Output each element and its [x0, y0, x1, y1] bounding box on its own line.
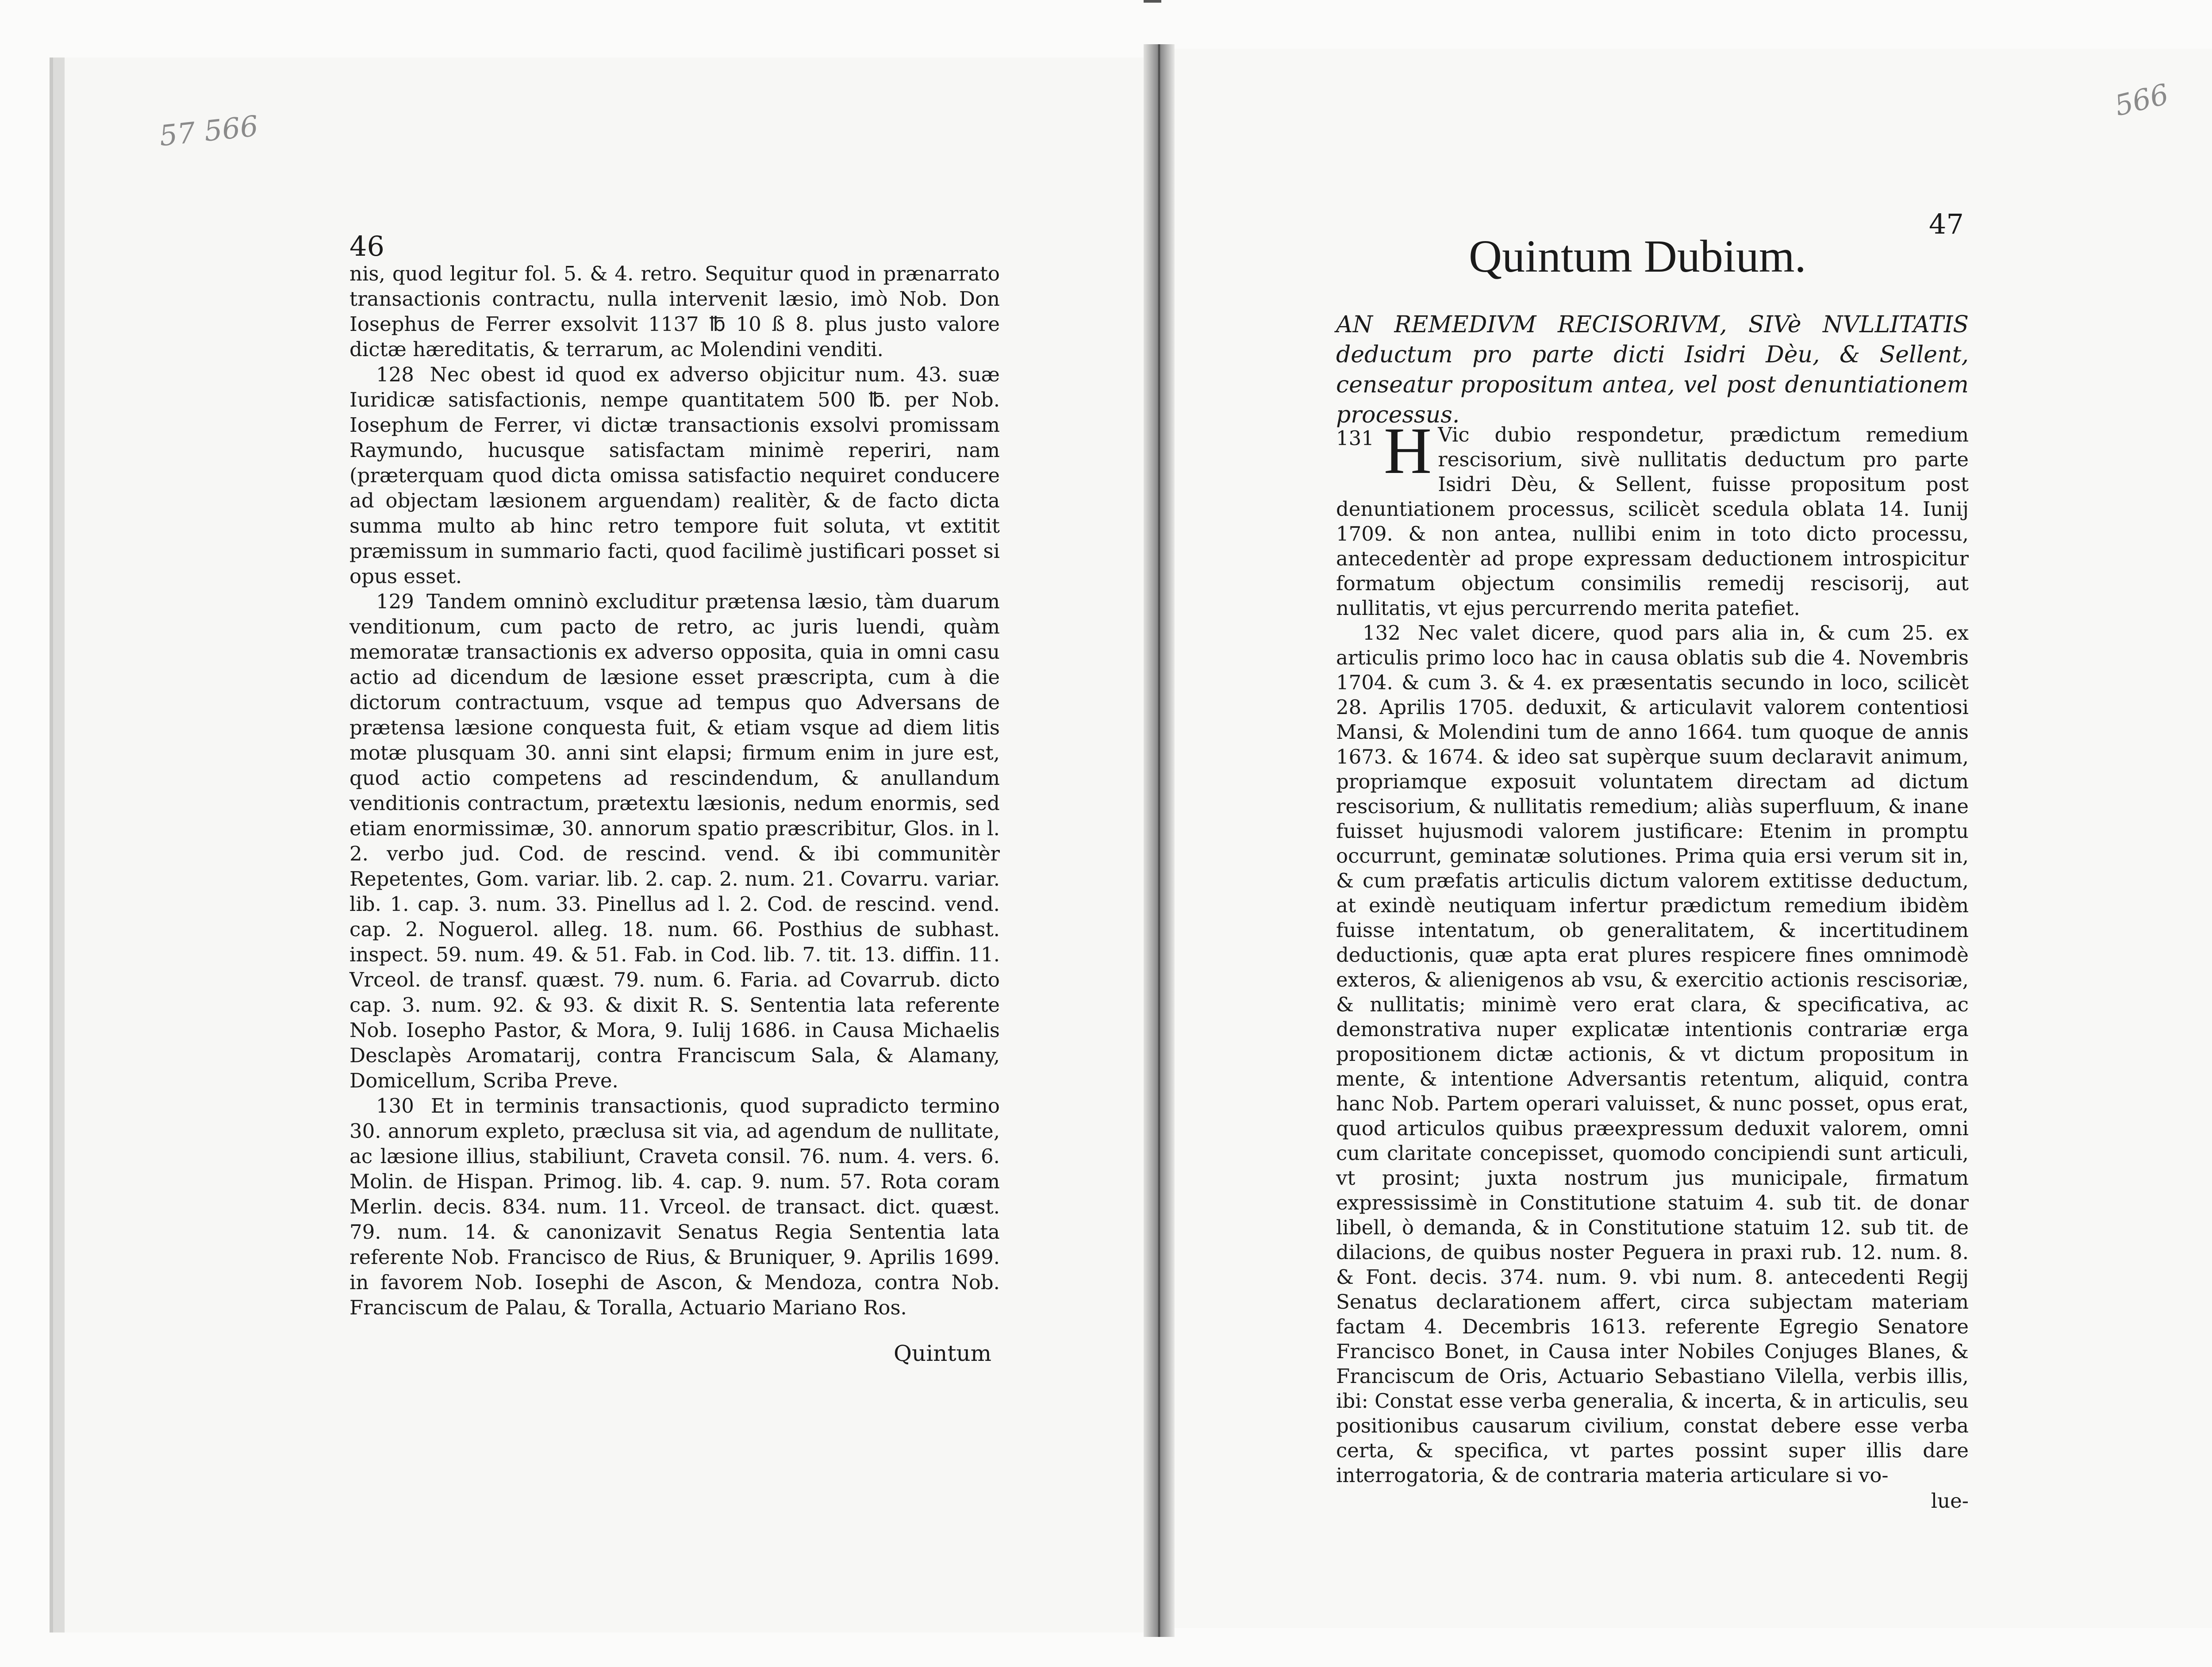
section-question: AN REMEDIVM RECISORIVM, SIVè NVLLITATIS deductum pro parte dicti Isidri Dèu, & Sellent, censeatur propositum antea, vel post denuntiationem processus. — [1336, 311, 1969, 428]
paragraph-number: 132 — [1363, 621, 1401, 645]
page-number-left: 46 — [349, 230, 384, 262]
paragraph-number: 128 — [376, 363, 414, 386]
drop-cap: H — [1383, 414, 1432, 488]
paragraph-131 — [1336, 414, 1969, 621]
paragraph-text: Vic dubio respondetur, prædictum remedium rescisorium, sivè nullitatis deductum pro parte Isidri Dèu, & Sellent, fuisse propositum post denuntiationem processus, scilicèt scedula oblata 14. Iunij 1709. & non antea, nullibi enim in toto dicto processu, antecedentèr ad prope expressam deductionem introspicitur formatum objectum consimilis remedij rescisorij, aut nullitatis, vt ejus percurrendo merita patefiet. — [1336, 423, 1969, 620]
paragraph-number: 129 — [376, 590, 414, 613]
section-title: Quintum Dubium. — [1469, 231, 1806, 282]
paragraph-continued — [349, 261, 1000, 362]
paragraph-number: 131 — [1336, 426, 1374, 450]
book-gutter — [1144, 44, 1175, 1637]
page-number-right: 47 — [1929, 208, 1964, 240]
paragraph-132 — [1336, 621, 1969, 1488]
paragraph-number: 130 — [376, 1094, 414, 1118]
paragraph-text: Tandem omninò excluditur prætensa læsio, tàm duarum venditionum, cum pacto de retro, ac juris luendi, quàm memoratæ transactionis ex adverso opposita, quia in omni casu actio ad dicendum de læsione esset præscripta, cum à die dictorum contractuum, vsque ad tempus quo Adversans de prætensa læsione conquesta fuit, & etiam vsque ad diem litis motæ plusquam 30. anni sint elapsi; firmum enim in jure est, quod actio competens ad rescindendum, & anullandum venditionis contractum, prætextu læsionis, nedum enormis, sed etiam enormissimæ, 30. annorum spatio præscribitur, Glos. in l. 2. verbo jud. Cod. de rescind. vend. & ibi communitèr Repetentes, Gom. variar. lib. 2. cap. 2. num. 21. Covarru. variar. lib. 1. cap. 3. num. 33. Pinellus ad l. 2. Cod. de rescind. vend. cap. 2. Noguerol. alleg. 18. num. 66. Posthius de subhast. inspect. 59. num. 49. & 51. Fab. in Cod. lib. 7. tit. 13. diffin. 11. Vrceol. de transf. quæst. 79. num. 6. Faria. ad Covarrub. dicto cap. 3. num. 92. & 93. & dixit R. S. Sententia lata referente Nob. Iosepho Pastor, & Mora, 9. Iulij 1686. in Causa Michaelis Desclapès Aromatarij, contra Franciscum Sala, & Alamany, Domicellum, Scriba Preve. — [349, 590, 1000, 1092]
catchword-right: lue- — [1931, 1489, 1969, 1513]
paragraph-text: Et in terminis transactionis, quod supradicto termino 30. annorum expleto, præclusa sit via, ad agendum de nullitate, ac læsione illius, stabiliunt, Craveta consil. 76. num. 4. vers. 6. Molin. de Hispan. Primog. lib. 4. cap. 9. num. 57. Rota coram Merlin. decis. 834. num. 11. Vrceol. de transact. dict. quæst. 79. num. 14. & canonizavit Senatus Regia Sententia lata referente Nob. Francisco de Rius, & Bruniquer, 9. Aprilis 1699. in favorem Nob. Iosephi de Ascon, & Mendoza, contra Nob. Franciscum de Palau, & Toralla, Actuario Mariano Ros. — [349, 1094, 1000, 1319]
paragraph-text: Nec obest id quod ex adverso objicitur num. 43. suæ Iuridicæ satisfactionis, nempe quantitatem 500 ℔. per Nob. Iosephum de Ferrer, vi dictæ transactionis exsolvi promissam Raymundo, hucusque satisfactam minimè reperiri, nam (præterquam quod dicta omissa satisfactio nequiret conducere ad objectam læsionem arguendam) realitèr, & de facto dicta summa multo ab hinc retro tempore fuit soluta, vt extitit præmissum in summario facti, quod facilimè justificari posset si opus esset. — [349, 363, 1000, 588]
paragraph-text: nis, quod legitur fol. 5. & 4. retro. Sequitur quod in prænarrato transactionis contractu, nulla intervenit læsio, imò Nob. Don Iosephus de Ferrer exsolvit 1137 ℔ 10 ß 8. plus justo valore dictæ hæreditatis, & terrarum, ac Molendini venditi. — [349, 262, 1000, 361]
paragraph-129 — [349, 589, 1000, 1093]
catchword-left: Quintum — [894, 1341, 992, 1366]
paragraph-130 — [349, 1093, 1000, 1320]
paragraph-128 — [349, 362, 1000, 589]
left-text-column — [349, 261, 1000, 1320]
scan-tick-mark — [1144, 0, 1161, 3]
manuscript-note-right: 566 — [2111, 78, 2172, 123]
right-text-column — [1336, 414, 1969, 1513]
paragraph-text: Nec valet dicere, quod pars alia in, & cum 25. ex articulis primo loco hac in causa oblatis sub die 4. Novembris 1704. & cum 3. & 4. ex præsentatis secundo in loco, scilicèt 28. Aprilis 1705. deduxit, & articulavit valorem contentiosi Mansi, & Molendini tum de anno 1664. tum quoque de annis 1673. & 1674. & ideo sat supèrque suum declaravit animum, propriamque exposuit voluntatem directam ad dictum rescisorium, & nullitatis remedium; aliàs superfluum, & inane fuisset hujusmodi valorem justificare: Etenim in promptu occurrunt, geminatæ solutiones. Prima quia ersi verum sit in, & cum præfatis articulis dictum valorem extitisse deductum, at exindè neutiquam infertur prædictum remedium ibidèm fuisse intentatum, ob generalitatem, & incertitudinem deductionis, quæ apta erat plures respicere fines omnimodè exteros, & alienigenos ab vsu, & exercitio actionis rescisoriæ, & nullitatis; minimè vero erat clara, & specificativa, ac demonstrativa nuper explicatæ intentionis contrariæ erga propositionem dictæ actionis, & vt dictum propositum in mente, & intentione Adversantis retentum, aliquid, contra hanc Nob. Partem operari valuisset, & nunc posset, opus erat, quod articulos quibus præexpressum deduxit valorem, omni cum claritate concepisset, quomodo concipiendi sunt articuli, vt prosint; juxta nostrum jus municipale, firmatum expressissimè in Constitutione statuim 4. sub tit. de donar libell, ò demanda, & in Constitutione statuim 12. sub tit. de dilacions, de quibus noster Peguera in praxi rub. 12. num. 8. & Font. decis. 374. num. 9. vbi num. 8. antecedenti Regij Senatus declarationem affert, circa subjectam materiam factam 4. Decembris 1613. referente Egregio Senatore Francisco Bonet, in Causa inter Nobiles Conjuges Blanes, & Franciscum de Oris, Actuario Sebastiano Vilella, verbis illis, ibi: Constat esse verba generalia, & incerta, & in articulis, seu positionibus causarum civilium, constat debere esse verba certa, & specifica, vt partes possint super illis dare interrogatoria, & de contraria materia articulare si vo- — [1336, 621, 1969, 1487]
manuscript-note-left: 57 566 — [157, 110, 260, 153]
